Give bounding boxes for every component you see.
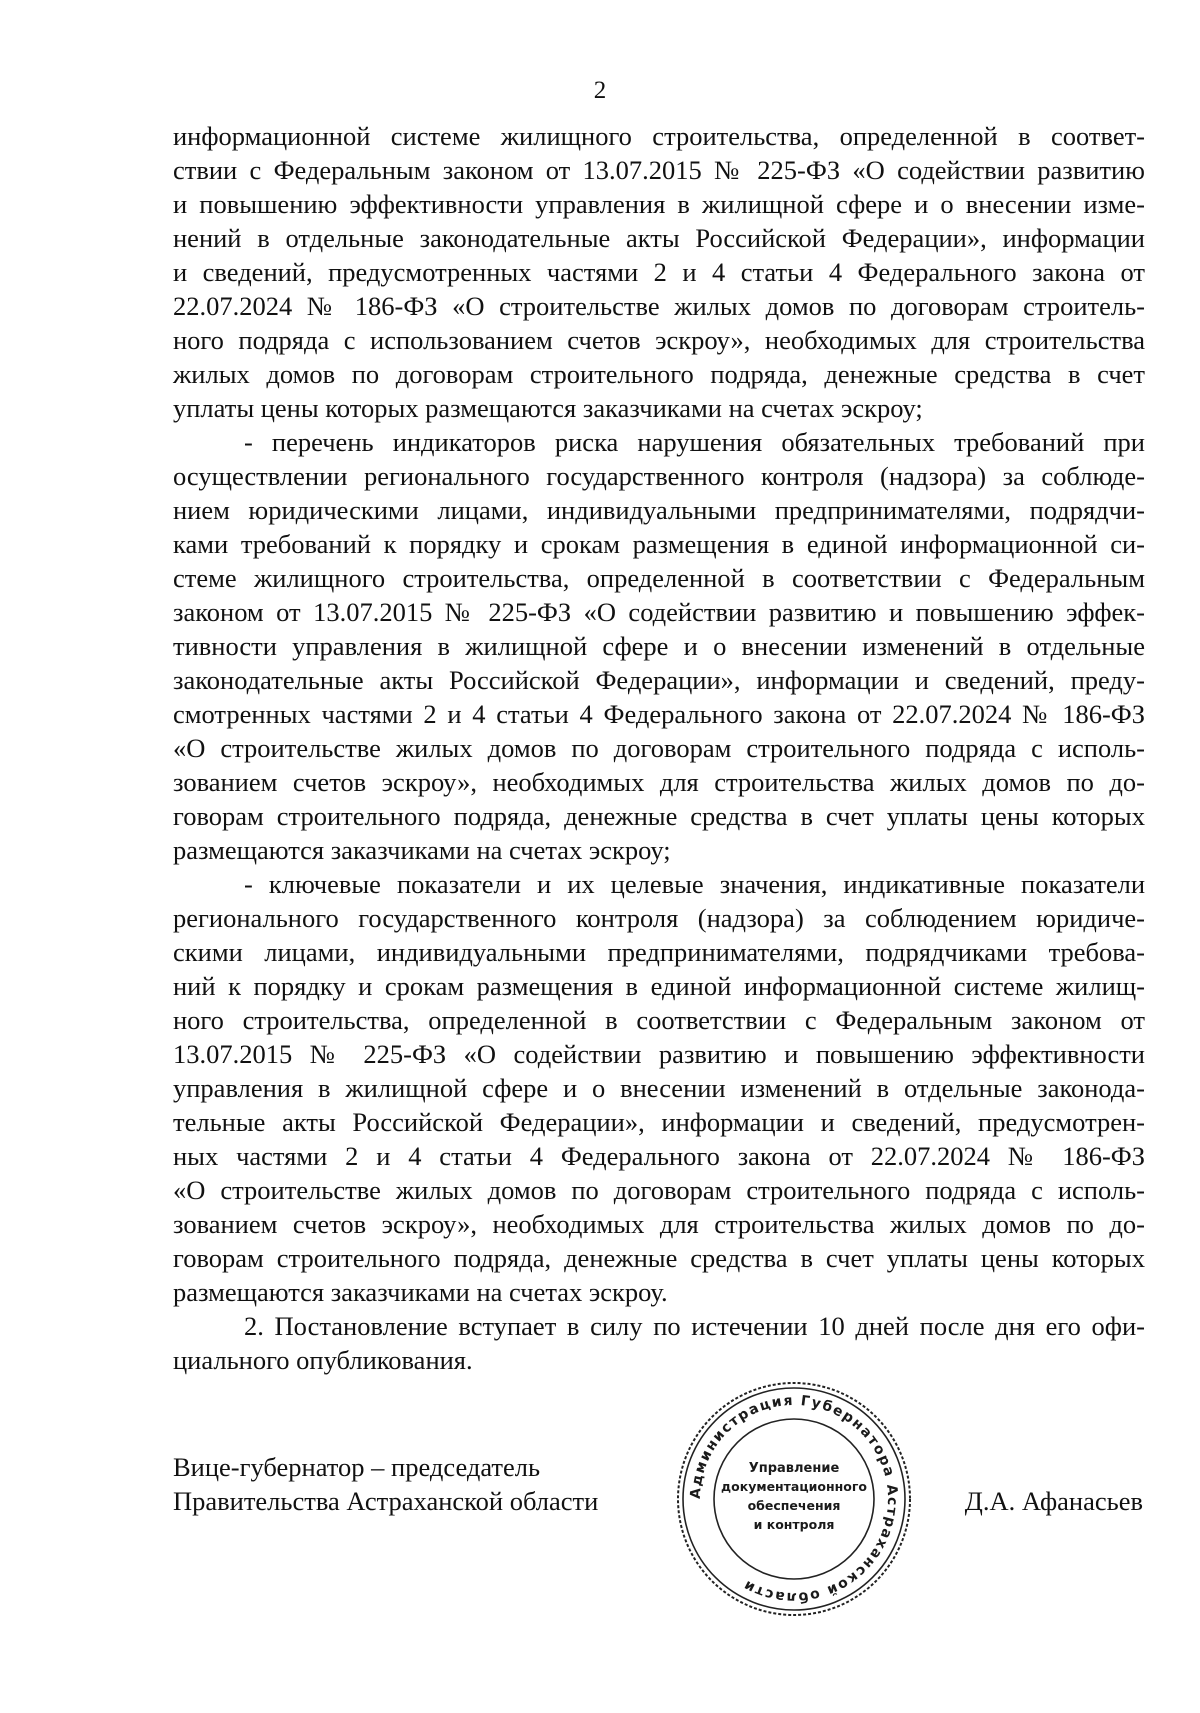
text-line: ного строительства, определенной в соответствии с Федеральным законом от: [173, 1005, 1145, 1035]
text-line: ствии с Федеральным законом от 13.07.2015 № 225-ФЗ «О содействии развитию: [173, 155, 1145, 185]
text-line: «О строительстве жилых домов по договорам строительного подряда с исполь-: [173, 1175, 1145, 1205]
seal-center-line1: Управление: [748, 1461, 840, 1476]
text-line: стеме жилищного строительства, определенной в соответствии с Федеральным: [173, 563, 1145, 593]
text-line: зованием счетов эскроу», необходимых для строительства жилых домов по до-: [173, 1209, 1145, 1239]
seal-center-line3: обеспечения: [747, 1498, 841, 1513]
text-line: размещаются заказчиками на счетах эскроу;: [173, 835, 671, 865]
text-line: - перечень индикаторов риска нарушения обязательных требований при: [244, 427, 1145, 457]
seal-ring-text: Администрация Губернатора Астраханской области: [687, 1392, 901, 1606]
text-line: говорам строительного подряда, денежные средства в счет уплаты цены которых: [173, 801, 1145, 831]
signatory-position-line1: Вице-губернатор – председатель: [173, 1452, 541, 1482]
text-line: скими лицами, индивидуальными предпринимателями, подрядчиками требова-: [173, 937, 1145, 967]
text-line: ного подряда с использованием счетов эскроу», необходимых для строительства: [173, 325, 1145, 355]
official-seal-stamp: [675, 1380, 913, 1618]
text-line: - ключевые показатели и их целевые значения, индикативные показатели: [244, 869, 1145, 899]
text-line: ками требований к порядку и срокам размещения в единой информационной си-: [173, 529, 1145, 559]
text-line: размещаются заказчиками на счетах эскроу.: [173, 1277, 668, 1307]
signatory-name: Д.А. Афанасьев: [964, 1486, 1143, 1516]
text-line: 13.07.2015 № 225-ФЗ «О содействии развитию и повышению эффективности: [173, 1039, 1145, 1069]
text-line: информационной системе жилищного строительства, определенной в соответ-: [173, 121, 1145, 151]
seal-graphic: [675, 1380, 913, 1618]
text-line: законом от 13.07.2015 № 225-ФЗ «О содействии развитию и повышению эффек-: [173, 597, 1145, 627]
seal-center-line2: документационного: [721, 1479, 867, 1494]
text-line: и сведений, предусмотренных частями 2 и 4 статьи 4 Федерального закона от: [173, 257, 1145, 287]
text-line: осуществлении регионального государственного контроля (надзора) за соблюде-: [173, 461, 1145, 491]
page-number: 2: [593, 77, 607, 104]
text-line: нием юридическими лицами, индивидуальными предпринимателями, подрядчи-: [173, 495, 1145, 525]
text-line: 22.07.2024 № 186-ФЗ «О строительстве жилых домов по договорам строитель-: [173, 291, 1145, 321]
text-line: законодательные акты Российской Федерации», информации и сведений, преду-: [173, 665, 1145, 695]
text-line: жилых домов по договорам строительного подряда, денежные средства в счет: [173, 359, 1145, 389]
text-line: говорам строительного подряда, денежные средства в счет уплаты цены которых: [173, 1243, 1145, 1273]
text-line: ний к порядку и срокам размещения в единой информационной системе жилищ-: [173, 971, 1145, 1001]
text-line: циального опубликования.: [173, 1345, 473, 1375]
text-line: смотренных частями 2 и 4 статьи 4 Федерального закона от 22.07.2024 № 186-ФЗ: [173, 699, 1145, 729]
signatory-position-line2: Правительства Астраханской области: [173, 1486, 599, 1516]
text-line: регионального государственного контроля (надзора) за соблюдением юридиче-: [173, 903, 1145, 933]
text-line: 2. Постановление вступает в силу по истечении 10 дней после дня его офи-: [244, 1311, 1145, 1341]
text-line: тельные акты Российской Федерации», информации и сведений, предусмотрен-: [173, 1107, 1145, 1137]
text-line: нений в отдельные законодательные акты Российской Федерации», информации: [173, 223, 1145, 253]
text-line: и повышению эффективности управления в жилищной сфере и о внесении изме-: [173, 189, 1145, 219]
seal-center-line4: и контроля: [753, 1517, 835, 1532]
text-line: зованием счетов эскроу», необходимых для строительства жилых домов по до-: [173, 767, 1145, 797]
text-line: тивности управления в жилищной сфере и о внесении изменений в отдельные: [173, 631, 1145, 661]
text-line: ных частями 2 и 4 статьи 4 Федерального закона от 22.07.2024 № 186-ФЗ: [173, 1141, 1145, 1171]
text-line: «О строительстве жилых домов по договорам строительного подряда с исполь-: [173, 733, 1145, 763]
text-line: управления в жилищной сфере и о внесении изменений в отдельные законода-: [173, 1073, 1145, 1103]
text-line: уплаты цены которых размещаются заказчиками на счетах эскроу;: [173, 393, 923, 423]
